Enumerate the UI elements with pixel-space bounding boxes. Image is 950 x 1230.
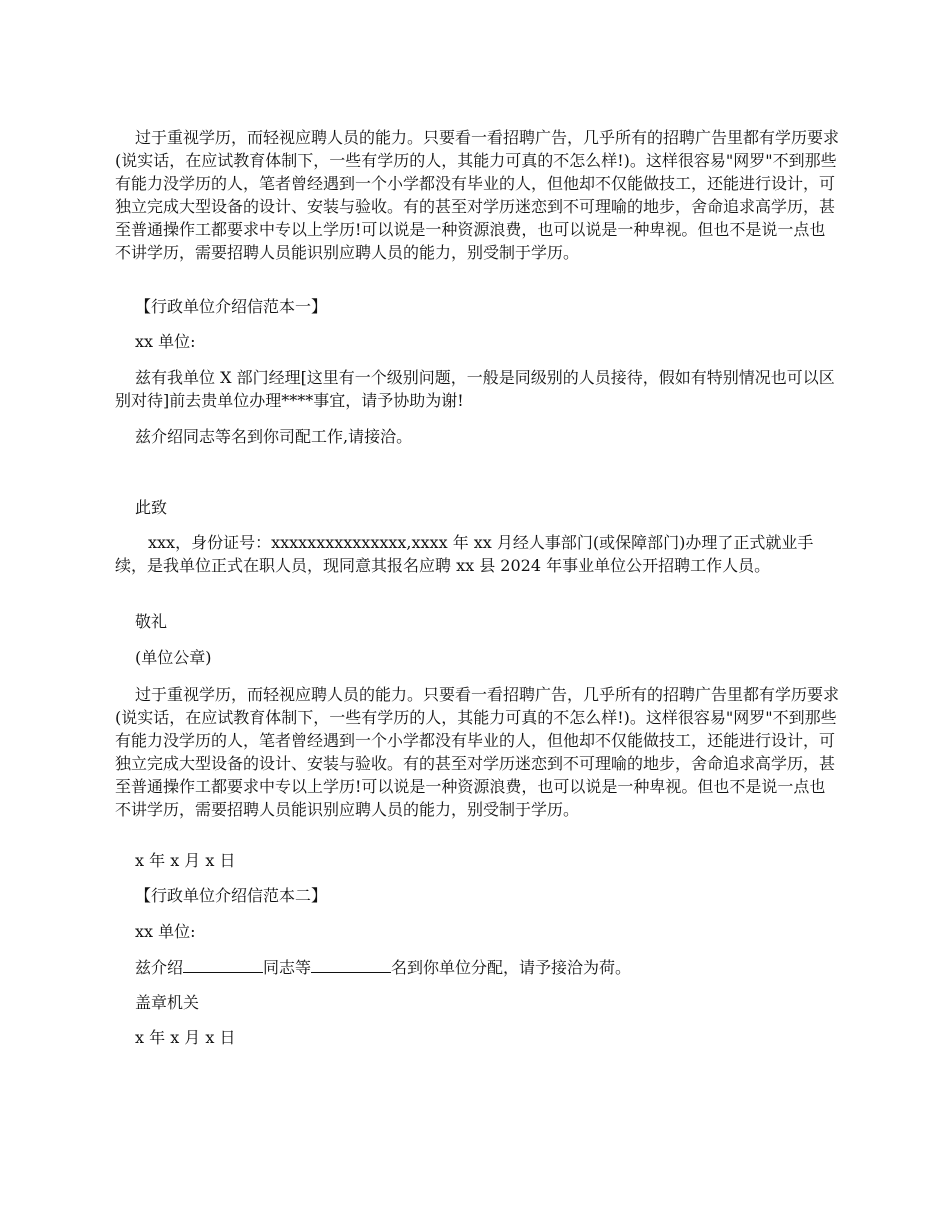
letter-body-1: 兹有我单位 X 部门经理[这里有一个级别问题，一般是同级别的人员接待，假如有特别情况也可以区别对待]前去贵单位办理****事宜，请予协助为谢! [115, 368, 835, 410]
count-blank [311, 958, 391, 973]
letter-body-2: 兹介绍同志等名到你司配工作,请接洽。 [135, 427, 413, 446]
intro-prefix: 兹介绍 [135, 958, 184, 977]
recipient-unit-2: xx 单位: [135, 922, 196, 941]
intro-suffix: 名到你单位分配，请予接洽为荷。 [391, 958, 632, 977]
stamp-authority: 盖章机关 [135, 993, 200, 1012]
letter-body-3: xxx，身份证号：xxxxxxxxxxxxxxx,xxxx 年 xx 月经人事部门(或保障部门)办理了正式就业手续，是我单位正式在职人员，现同意其报名应聘 xx 县 2024 年事业单位公开招聘工作人员。 [115, 533, 814, 575]
recipient-unit-1: xx 单位: [135, 332, 196, 351]
name-blank [183, 958, 263, 973]
heading-template-1: 【行政单位介绍信范本一】 [135, 297, 328, 316]
paragraph-education-1: 过于重视学历，而轻视应聘人员的能力。只要看一看招聘广告，几乎所有的招聘广告里都有学历要求(说实话，在应试教育体制下，一些有学历的人，其能力可真的不怎么样!)。这样很容易"网罗"不到那些有能力没学历的人，笔者曾经遇到一个小学都没有毕业的人，但他却不仅能做技工，还能进行设计，可独立完成大型设备的设计、安装与验收。有的甚至对学历迷恋到不可理喻的地步，舍命追求高学历，甚至普通操作工都要求中专以上学历!可以说是一种资源浪费，也可以说是一种卑视。但也不是说一点也不讲学历，需要招聘人员能识别应聘人员的能力，别受制于学历。 [115, 128, 840, 262]
paragraph-education-2: 过于重视学历，而轻视应聘人员的能力。只要看一看招聘广告，几乎所有的招聘广告里都有学历要求(说实话，在应试教育体制下，一些有学历的人，其能力可真的不怎么样!)。这样很容易"网罗"不到那些有能力没学历的人，笔者曾经遇到一个小学都没有毕业的人，但他却不仅能做技工，还能进行设计，可独立完成大型设备的设计、安装与验收。有的甚至对学历迷恋到不可理喻的地步，舍命追求高学历，甚至普通操作工都要求中专以上学历!可以说是一种资源浪费，也可以说是一种卑视。但也不是说一点也不讲学历，需要招聘人员能识别应聘人员的能力，别受制于学历。 [115, 685, 840, 819]
closing-cizhi: 此致 [135, 498, 168, 517]
heading-template-2: 【行政单位介绍信范本二】 [135, 886, 328, 905]
letter-body-4 [135, 956, 631, 979]
intro-middle: 同志等 [263, 958, 312, 977]
closing-jingli: 敬礼 [135, 612, 168, 631]
date-line-1: x 年 x 月 x 日 [135, 851, 236, 870]
date-line-2: x 年 x 月 x 日 [135, 1028, 236, 1047]
unit-seal-text: (单位公章) [135, 648, 212, 667]
